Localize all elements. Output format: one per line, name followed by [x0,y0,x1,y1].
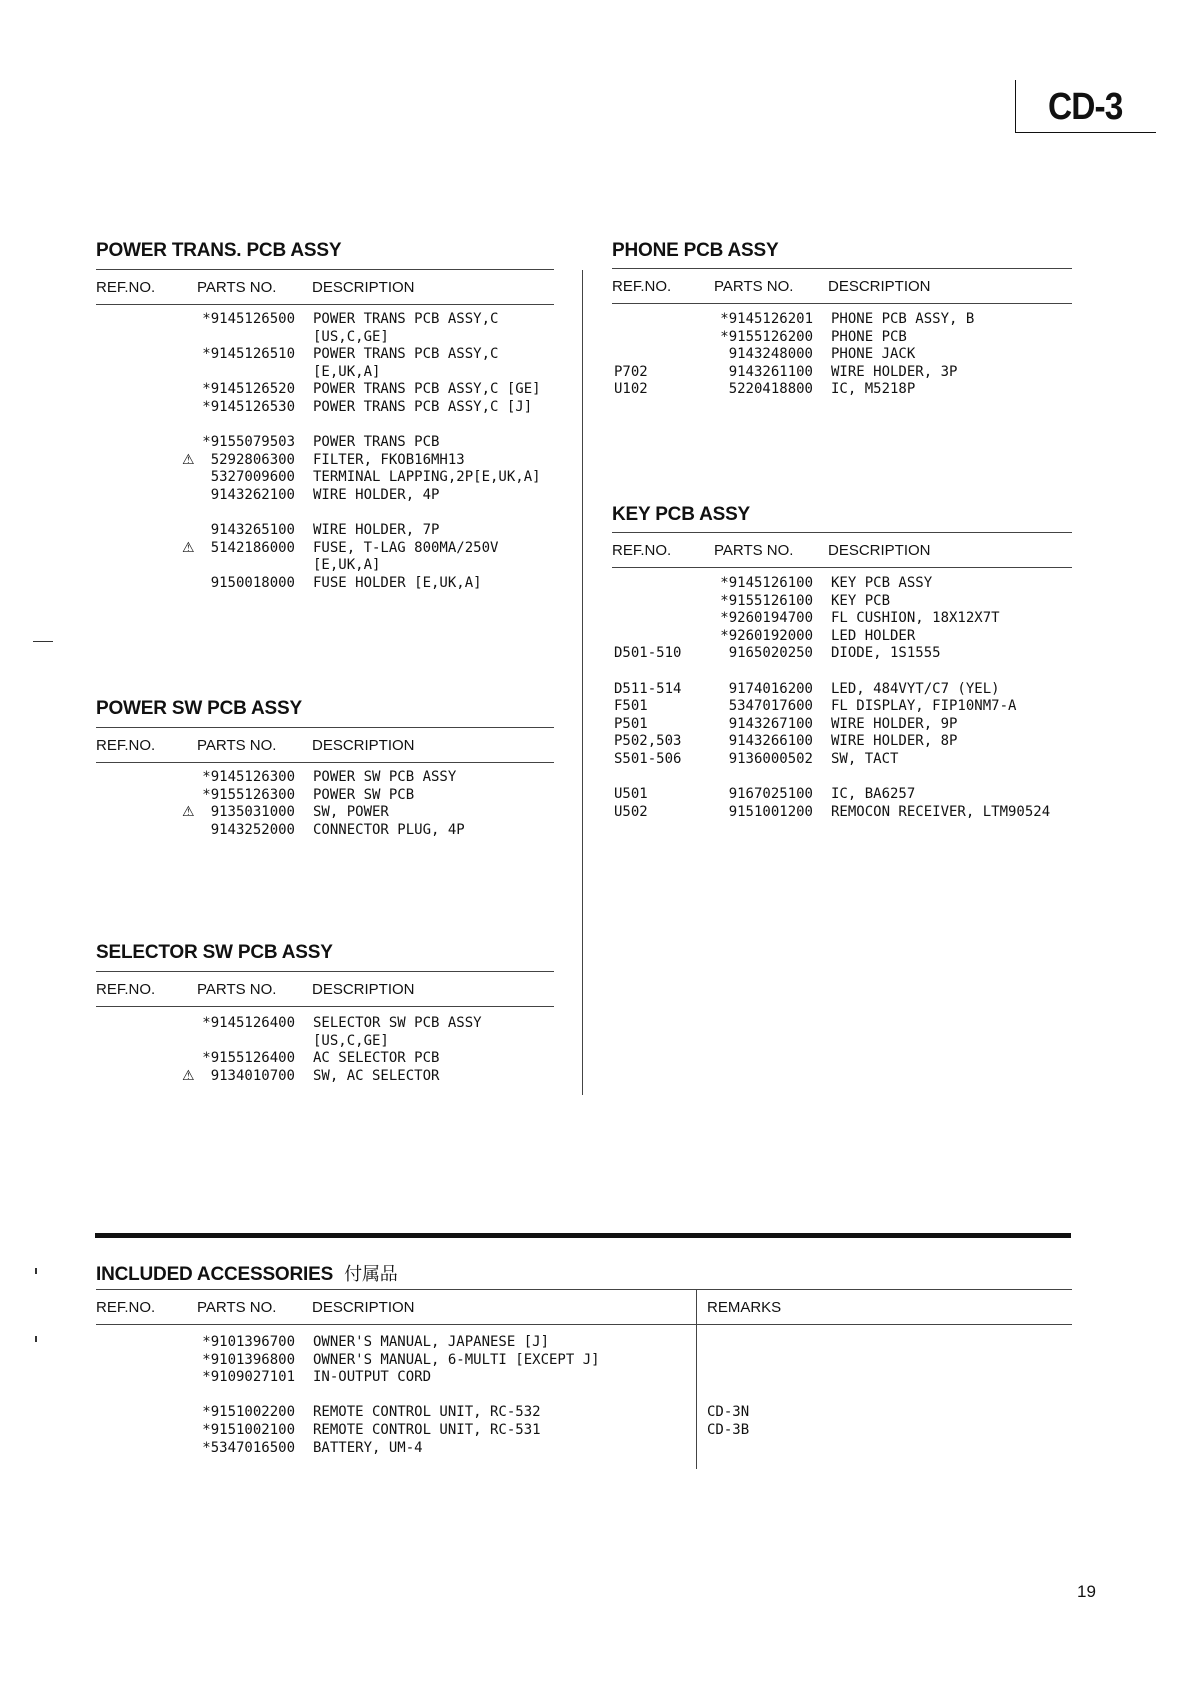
header-parts: PARTS NO. [714,542,794,559]
header-ref: REF.NO. [612,542,672,559]
description: LED, 484VYT/C7 (YEL) [831,680,1000,697]
parts-rows [96,1015,554,1085]
description: POWER TRANS PCB [313,434,440,451]
ref-no: P702 [614,363,648,380]
table-row [96,769,554,787]
header-parts: PARTS NO. [197,737,277,754]
parts-rows [612,311,1072,399]
part-no: 5142186000 [210,539,295,556]
power-trans-section [96,240,554,600]
description: POWER TRANS PCB ASSY,C [J] [313,398,533,415]
description: FL DISPLAY, FIP10NM7-A [831,698,1017,715]
part-no: *9145126100 [720,575,813,591]
ref-no: P501 [614,715,648,732]
table-header [96,727,554,763]
table-row [612,716,1072,734]
description: REMOTE CONTROL UNIT, RC-531 [313,1421,541,1438]
description: KEY PCB ASSY [831,575,933,591]
remark: CD-3B [707,1421,750,1438]
part-no: *9109027101 [202,1369,295,1386]
table-row [96,487,554,505]
description: LED HOLDER [831,627,916,644]
section-title [96,1260,398,1286]
description: BATTERY, UM-4 [313,1439,423,1456]
part-no: 9167025100 [728,786,813,803]
scan-mark [35,1268,37,1274]
part-no: *9155126300 [202,786,295,803]
description: REMOCON RECEIVER, LTM90524 [831,803,1051,820]
table-row [612,575,1072,593]
header-desc: DESCRIPTION [828,542,931,559]
description: FUSE HOLDER [E,UK,A] [313,574,482,591]
section-title: PHONE PCB ASSY [612,240,779,261]
table-row [96,1033,554,1051]
header-parts: PARTS NO. [197,981,277,998]
table-row [612,751,1072,769]
description: POWER SW PCB ASSY [313,769,457,785]
part-no: *9145126510 [202,346,295,363]
description: WIRE HOLDER, 7P [313,522,440,539]
description: CONNECTOR PLUG, 4P [313,821,465,838]
table-row [96,787,554,805]
part-no: *5347016500 [202,1439,295,1456]
warning-icon: ⚠ [182,451,195,468]
table-header [96,269,554,305]
part-no: 5220418800 [728,381,813,398]
description: WIRE HOLDER, 3P [831,363,958,380]
table-row [96,540,554,558]
description: IN-OUTPUT CORD [313,1369,432,1386]
header-parts: PARTS NO. [197,1299,277,1316]
description: PHONE PCB [831,328,907,345]
description: POWER TRANS PCB ASSY,C [GE] [313,381,541,398]
table-row [612,364,1072,382]
description: KEY PCB [831,592,891,609]
description: WIRE HOLDER, 8P [831,733,958,750]
section-title: SELECTOR SW PCB ASSY [96,942,333,963]
selector-sw-section [96,942,554,1102]
scan-mark [35,1336,37,1342]
table-row [612,593,1072,611]
part-no: 9150018000 [210,574,295,591]
table-row [612,610,1072,628]
header-ref: REF.NO. [96,981,156,998]
table-row [612,733,1072,751]
header-desc: DESCRIPTION [828,278,931,295]
header-parts: PARTS NO. [714,278,794,295]
parts-rows [96,311,554,593]
power-sw-section [96,698,554,858]
ref-no: U502 [614,803,648,820]
part-no: 9143252000 [210,821,295,838]
table-row [96,1404,1072,1422]
part-no: *9155126200 [720,328,813,345]
description: POWER TRANS PCB ASSY,C [313,346,499,363]
description: POWER SW PCB [313,786,415,803]
part-no: 9151001200 [728,803,813,820]
part-no: *9145126500 [202,311,295,327]
table-row [612,346,1072,364]
part-no: *9155079503 [202,434,295,451]
description: SW, AC SELECTOR [313,1067,440,1084]
description: [E,UK,A] [313,557,381,574]
section-title: KEY PCB ASSY [612,504,751,525]
part-no: 9143262100 [210,486,295,503]
part-no: *9145126201 [720,311,813,327]
header-desc: DESCRIPTION [312,279,415,296]
part-no: *9101396700 [202,1334,295,1350]
header-ref: REF.NO. [96,279,156,296]
table-row [96,1050,554,1068]
part-no: *9151002200 [202,1404,295,1421]
table-row [96,469,554,487]
parts-rows [96,769,554,839]
table-header [612,268,1072,304]
section-title: POWER TRANS. PCB ASSY [96,240,342,261]
table-header [96,1289,1072,1325]
part-no: *9145126530 [202,398,295,415]
accessories-section [96,1260,1072,1470]
table-header [612,532,1072,568]
model-label-box [1015,80,1156,133]
table-row [612,804,1072,822]
section-separator [95,1233,1071,1238]
table-row [96,1369,1072,1387]
description: OWNER'S MANUAL, 6-MULTI [EXCEPT J] [313,1351,600,1368]
remark: CD-3N [707,1404,750,1421]
part-no: *9145126400 [202,1015,295,1031]
part-no: 9136000502 [728,750,813,767]
part-no: 5347017600 [728,698,813,715]
table-row [96,399,554,417]
part-no: 5292806300 [210,451,295,468]
parts-rows [96,1334,1072,1457]
part-no: 9143267100 [728,715,813,732]
description: DIODE, 1S1555 [831,645,941,662]
table-row [96,557,554,575]
description: REMOTE CONTROL UNIT, RC-532 [313,1404,541,1421]
header-ref: REF.NO. [612,278,672,295]
part-no: 9143266100 [728,733,813,750]
description: FILTER, FKOB16MH13 [313,451,465,468]
description: WIRE HOLDER, 9P [831,715,958,732]
part-no: *9145126520 [202,381,295,398]
warning-icon: ⚠ [182,539,195,556]
description: POWER TRANS PCB ASSY,C [313,311,499,327]
description: [US,C,GE] [313,1032,389,1049]
table-row [96,1015,554,1033]
table-row [612,681,1072,699]
header-remarks: REMARKS [707,1299,782,1316]
part-no: 9174016200 [728,680,813,697]
header-desc: DESCRIPTION [312,981,415,998]
description: IC, BA6257 [831,786,916,803]
table-row [96,434,554,452]
phone-section [612,240,1072,410]
table-row [612,628,1072,646]
description: AC SELECTOR PCB [313,1050,440,1067]
table-row [96,1440,1072,1458]
section-title: POWER SW PCB ASSY [96,698,302,719]
ref-no: F501 [614,698,648,715]
page-number: 19 [1077,1582,1096,1601]
description: FUSE, T-LAG 800MA/250V [313,539,499,556]
table-row [96,1068,554,1086]
description: FL CUSHION, 18X12X7T [831,610,1000,627]
table-row [96,329,554,347]
scan-mark [33,641,53,642]
table-row [612,786,1072,804]
column-divider [582,270,583,1095]
part-no: *9260194700 [720,610,813,627]
parts-rows [612,575,1072,821]
table-row [96,311,554,329]
part-no: 9135031000 [210,804,295,821]
ref-no: D511-514 [614,680,682,697]
accessories-title-jp: 付属品 [344,1264,398,1285]
ref-no: D501-510 [614,645,682,662]
part-no: *9155126100 [720,592,813,609]
accessories-title: INCLUDED ACCESSORIES [96,1264,334,1285]
table-row [96,452,554,470]
table-row [96,364,554,382]
header-ref: REF.NO. [96,737,156,754]
warning-icon: ⚠ [182,804,195,821]
table-row [96,575,554,593]
description: OWNER'S MANUAL, JAPANESE [J] [313,1334,550,1350]
description: TERMINAL LAPPING,2P[E,UK,A] [313,469,541,486]
part-no: *9151002100 [202,1421,295,1438]
description: SELECTOR SW PCB ASSY [313,1015,482,1031]
header-desc: DESCRIPTION [312,737,415,754]
part-no: 9165020250 [728,645,813,662]
header-parts: PARTS NO. [197,279,277,296]
header-ref: REF.NO. [96,1299,156,1316]
part-no: *9260192000 [720,627,813,644]
table-row [96,1352,1072,1370]
table-row [96,346,554,364]
ref-no: P502,503 [614,733,682,750]
part-no: 5327009600 [210,469,295,486]
table-row [612,381,1072,399]
description: WIRE HOLDER, 4P [313,486,440,503]
part-no: *9155126400 [202,1050,295,1067]
ref-no: U501 [614,786,648,803]
table-row [96,804,554,822]
part-no: 9143261100 [728,363,813,380]
part-no: *9145126300 [202,769,295,785]
ref-no: U102 [614,381,648,398]
description: PHONE JACK [831,346,916,363]
table-row [96,1334,1072,1352]
description: [E,UK,A] [313,363,381,380]
ref-no: S501-506 [614,750,682,767]
description: IC, M5218P [831,381,916,398]
key-section [612,504,1072,834]
description: PHONE PCB ASSY, B [831,311,975,327]
table-row [96,522,554,540]
header-desc: DESCRIPTION [312,1299,415,1316]
part-no: 9143248000 [728,346,813,363]
description: [US,C,GE] [313,328,389,345]
model-label: CD-3 [1048,86,1123,128]
table-row [96,1422,1072,1440]
description: SW, TACT [831,750,899,767]
table-row [612,698,1072,716]
table-header [96,971,554,1007]
table-row [612,311,1072,329]
description: SW, POWER [313,804,389,821]
part-no: 9134010700 [210,1067,295,1084]
part-no: *9101396800 [202,1351,295,1368]
table-row [612,329,1072,347]
table-row [96,822,554,840]
warning-icon: ⚠ [182,1067,195,1084]
table-row [612,645,1072,663]
part-no: 9143265100 [210,522,295,539]
table-row [96,381,554,399]
